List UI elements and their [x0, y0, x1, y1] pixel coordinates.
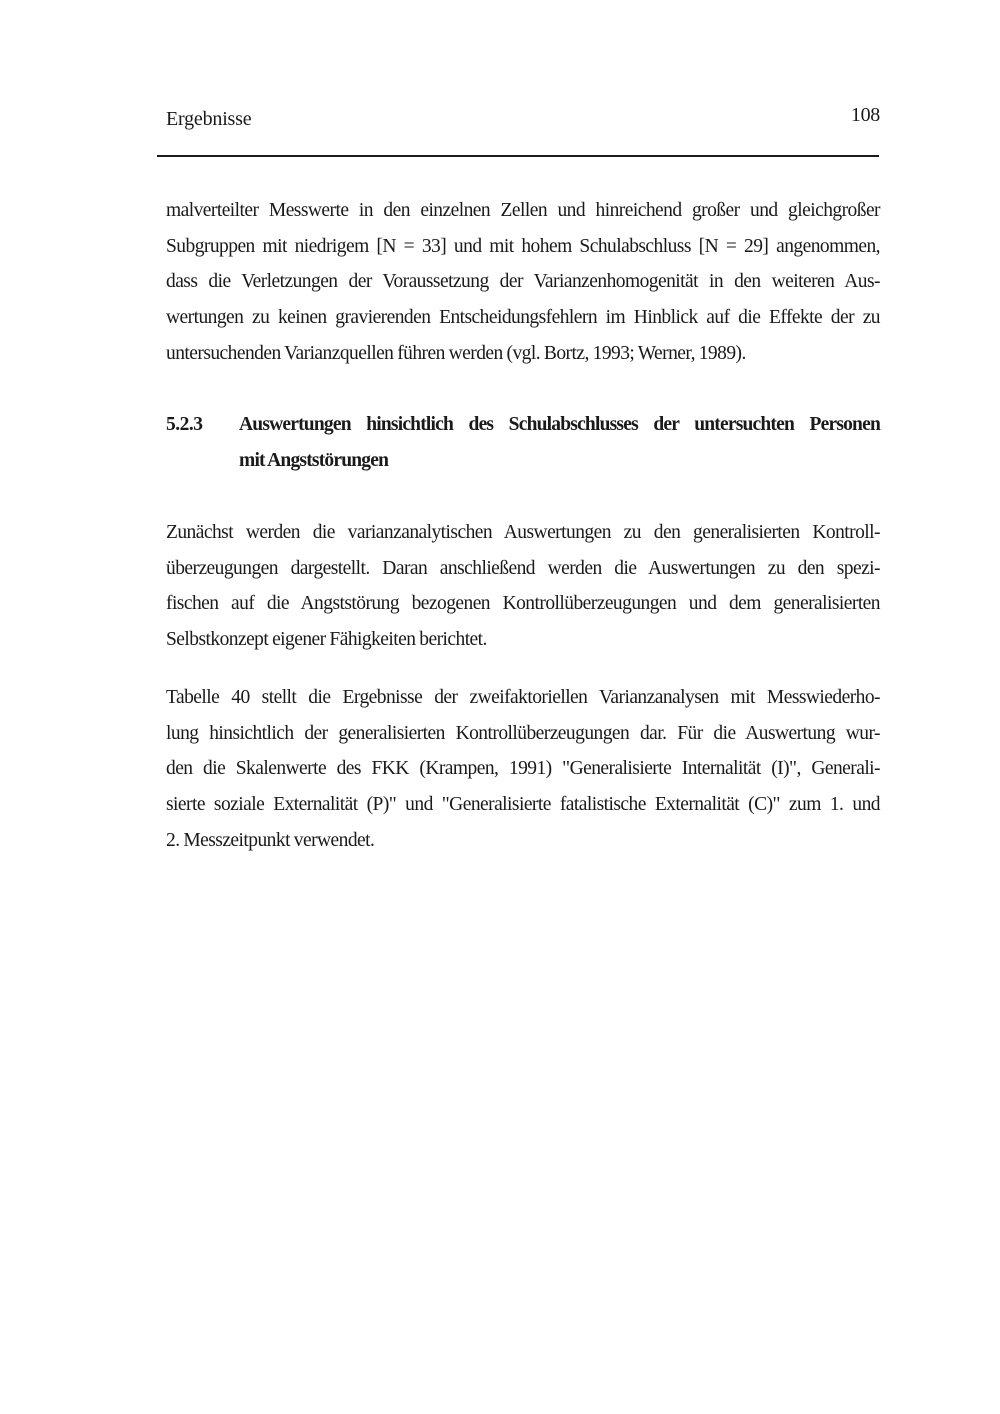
- text-line: Subgruppen mit niedrigem [N = 33] und mit hohem Schulabschluss [N = 29] angenommen,: [166, 235, 880, 257]
- paragraph-table-40-description: [166, 680, 880, 858]
- section-number: 5.2.3: [166, 414, 203, 435]
- page-header: [166, 106, 880, 136]
- section-title: [239, 407, 880, 478]
- text-line: dass die Verletzungen der Voraussetzung der Varianzenhomogenität in den weiteren Aus-: [166, 271, 880, 293]
- text-line: überzeugungen dargestellt. Daran anschließend werden die Auswertungen zu den spezi-: [166, 557, 880, 579]
- text-line: Zunächst werden die varianzanalytischen Auswertungen zu den generalisierten Kontroll-: [166, 522, 880, 543]
- text-line: Selbstkonzept eigener Fähigkeiten berichtet.: [166, 629, 487, 651]
- paragraph-intro: [166, 515, 880, 658]
- text-line: fischen auf die Angststörung bezogenen Kontrollüberzeugungen und dem generalisierten: [166, 593, 880, 615]
- text-line: den die Skalenwerte des FKK (Krampen, 1991) "Generalisierte Internalität (I)", Generali-: [166, 758, 880, 780]
- section-title-line: mit Angststörungen: [239, 449, 389, 471]
- header-rule: [157, 155, 879, 157]
- text-line: malverteilter Messwerte in den einzelnen Zellen und hinreichend großer und gleichgroßer: [166, 200, 880, 221]
- paragraph-continuation: [166, 193, 880, 371]
- section-title-line: Auswertungen hinsichtlich des Schulabschlusses der untersuchten Personen: [239, 414, 880, 435]
- text-line: untersuchenden Varianzquellen führen werden (vgl. Bortz, 1993; Werner, 1989).: [166, 342, 746, 364]
- text-line: lung hinsichtlich der generalisierten Kontrollüberzeugungen dar. Für die Auswertung wur-: [166, 722, 880, 744]
- text-line: sierte soziale Externalität (P)" und "Generalisierte fatalistische Externalität (C)" zum 1. und: [166, 794, 880, 816]
- page-number: 108: [850, 104, 880, 126]
- text-line: wertungen zu keinen gravierenden Entscheidungsfehlern im Hinblick auf die Effekte der zu: [166, 307, 880, 329]
- text-line: 2. Messzeitpunkt verwendet.: [166, 829, 375, 851]
- text-line: Tabelle 40 stellt die Ergebnisse der zweifaktoriellen Varianzanalysen mit Messwiederho-: [166, 687, 880, 708]
- running-title: Ergebnisse: [166, 108, 252, 130]
